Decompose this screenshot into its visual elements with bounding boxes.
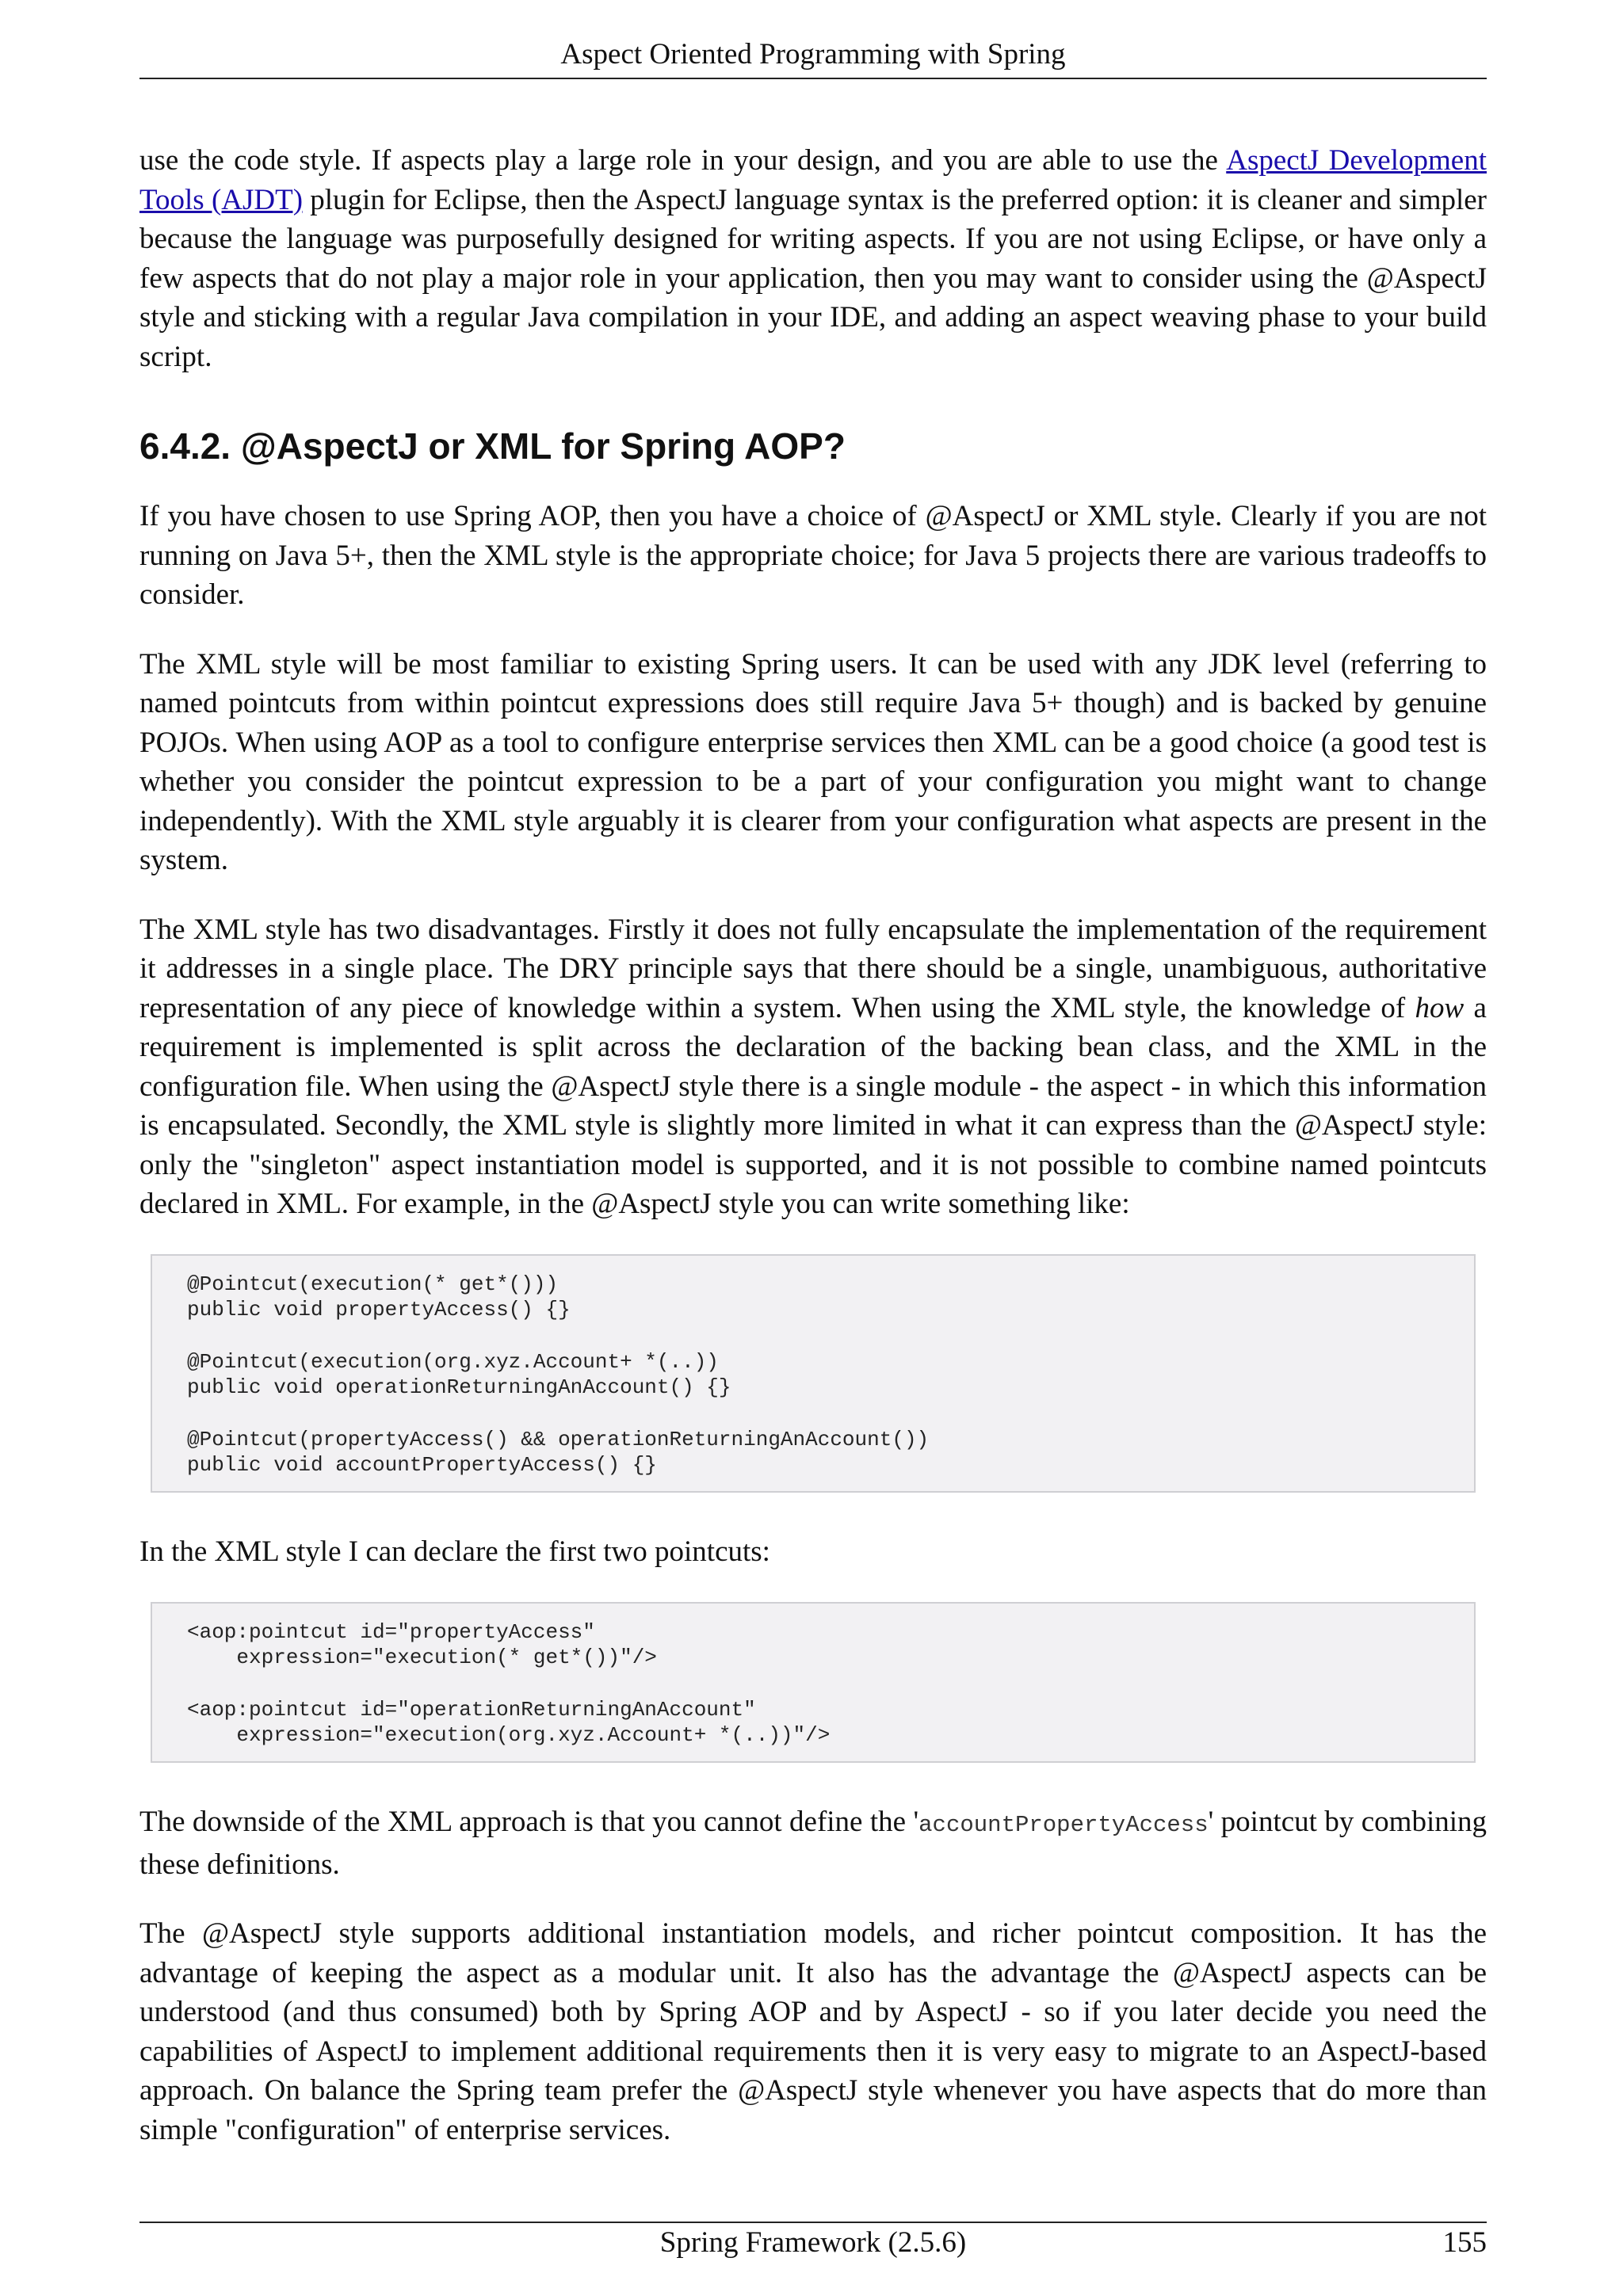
disadvantages-text-start: The XML style has two disadvantages. Firstly it does not fully encapsulate the implementation of the requirement it addresses in a single place. The DRY principle says that there should be a single, unambiguous, authoritative representation of any piece of knowledge within a system. When using the XML style, the knowledge of [139,913,1487,1024]
intro-paragraph [139,141,1487,376]
page-number: 155 [1442,2226,1487,2259]
xml-code-listing: <aop:pointcut id="propertyAccess" expression="execution(* get*())"/> <aop:pointcut id="operationReturningAnAccount" expression="execution(org.xyz.Account+ *(..))"/> [151,1602,1476,1764]
paragraph-downside [139,1802,1487,1884]
downside-text-start: The downside of the XML approach is that you cannot define the ' [139,1806,919,1839]
ajdt-link[interactable]: AspectJ Development Tools (AJDT) [139,144,1487,216]
section-heading: 6.4.2. @AspectJ or XML for Spring AOP? [139,425,846,467]
paragraph-disadvantages [139,910,1487,1224]
disadvantages-text-end: a requirement is implemented is split across the declaration of the backing bean class, and the XML in the configuration file. When using the @AspectJ style there is a single module - the aspect - in which this information is encapsulated. Secondly, the XML style is slightly more limited in what it can express than the @AspectJ style: only the "singleton" aspect instantiation model is supported, and it is not possible to combine named pointcuts declared in XML. For example, in the @AspectJ style you can write something like: [139,991,1487,1220]
header-divider [139,78,1487,79]
java-code-listing: @Pointcut(execution(* get*())) public void propertyAccess() {} @Pointcut(execution(org.xyz.Account+ *(..)) public void operationReturningAnAccount() {} @Pointcut(propertyAccess() && operationReturningAnAccount()) public void accountPropertyAccess() {} [151,1254,1476,1493]
paragraph-choice: If you have chosen to use Spring AOP, then you have a choice of @AspectJ or XML style. Clearly if you are not running on Java 5+, then the XML style is the appropriate choice; for Java 5 projects there are various tradeoffs to consider. [139,500,1487,611]
footer-title: Spring Framework (2.5.6) [659,2226,967,2259]
inline-code-pointcut: accountPropertyAccess [918,1812,1209,1839]
paragraph-xml-familiar: The XML style will be most familiar to existing Spring users. It can be used with any JDK level (referring to named pointcuts from within pointcut expressions does still require Java 5+ though) and is backed by genuine POJOs. When using AOP as a tool to configure enterprise services then XML can be a good choice (a good test is whether you consider the pointcut expression to be a part of your configuration you might want to change independently). With the XML style arguably it is clearer from your configuration what aspects are present in the system. [139,647,1487,876]
running-header: Aspect Oriented Programming with Spring [560,38,1066,71]
document-page [139,0,1487,2296]
paragraph-aspectj-advantages: The @AspectJ style supports additional instantiation models, and richer pointcut composition. It has the advantage of keeping the aspect as a modular unit. It also has the advantage the @AspectJ aspects can be understood (and thus consumed) both by Spring AOP and by AspectJ - so if you later decide you need the capabilities of AspectJ to implement additional requirements then it is very easy to migrate to an AspectJ-based approach. On balance the Spring team prefer the @AspectJ style whenever you have aspects that do more than simple "configuration" of enterprise services. [139,1917,1487,2146]
emphasis-how: how [1415,991,1465,1024]
page-content [139,141,1487,2180]
downside-text-end: ' pointcut by combining these definitions. [139,1806,1487,1881]
paragraph-xml-declare: In the XML style I can declare the first two pointcuts: [139,1535,770,1569]
intro-text-after-link: plugin for Eclipse, then the AspectJ language syntax is the preferred option: it is cleaner and simpler because the language was purposefully designed for writing aspects. If you are not using Eclipse, or have only a few aspects that do not play a major role in your application, then you may want to consider using the @AspectJ style and sticking with a regular Java compilation in your IDE, and adding an aspect weaving phase to your build script. [139,183,1487,373]
intro-text-before-link: use the code style. If aspects play a large role in your design, and you are able to use the [139,144,1227,177]
